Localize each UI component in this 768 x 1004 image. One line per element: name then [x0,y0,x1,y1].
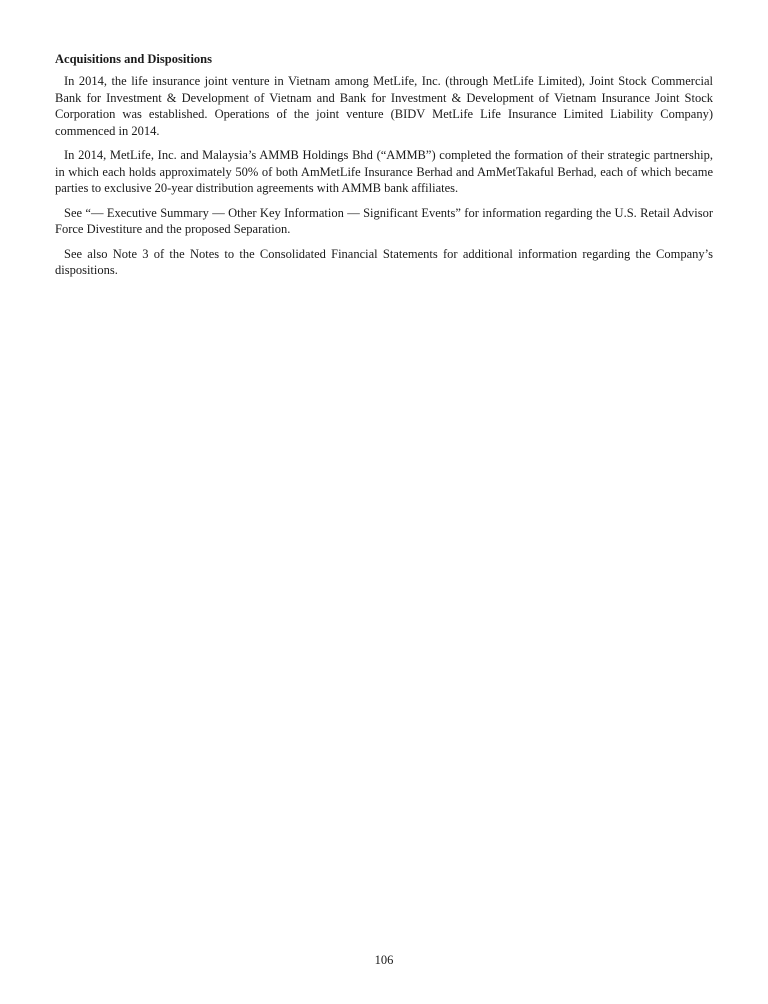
document-page [55,51,713,287]
paragraph-significant-events-reference: See “— Executive Summary — Other Key Information — Significant Events” for information regarding the U.S. Retail Advisor Force Divestiture and the proposed Separation. [55,205,713,236]
section-heading: Acquisitions and Dispositions [55,52,213,66]
paragraph-vietnam-joint-venture: In 2014, the life insurance joint venture in Vietnam among MetLife, Inc. (through MetLife Limited), Joint Stock Commercial Bank for Investment & Development of Vietnam and Bank for Investment & Development of Vietnam Insurance Joint Stock Corporation was established. Operations of the joint venture (BIDV MetLife Life Insurance Limited Liability Company) commenced in 2014. [55,74,713,138]
page-number: 106 [374,953,394,967]
paragraph-ammb-partnership: In 2014, MetLife, Inc. and Malaysia’s AMMB Holdings Bhd (“AMMB”) completed the formation of their strategic partnership, in which each holds approximately 50% of both AmMetLife Insurance Berhad and AmMetTakaful Berhad, each of which became parties to exclusive 20-year distribution agreements with AMMB bank affiliates. [55,148,713,195]
paragraph-note-3-reference: See also Note 3 of the Notes to the Consolidated Financial Statements for additional information regarding the Company’s dispositions. [55,246,713,277]
